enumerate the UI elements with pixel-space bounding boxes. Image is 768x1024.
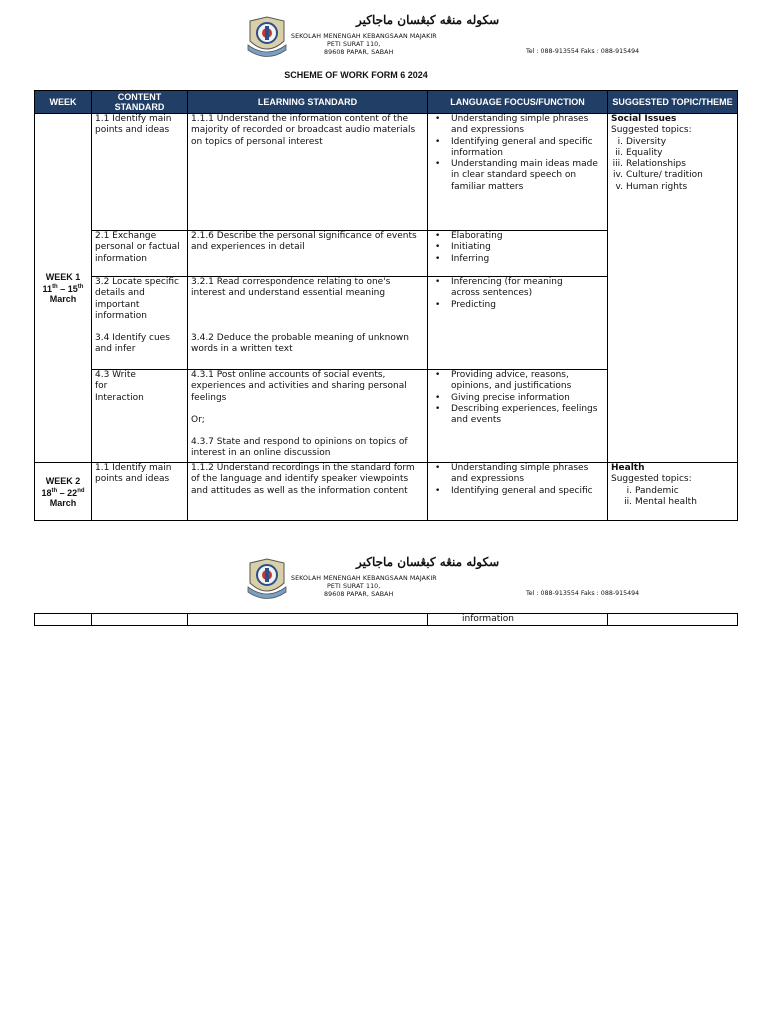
language-focus-cell [428, 231, 608, 277]
list-item: • Predicting [451, 300, 604, 311]
letterhead-page-2 [0, 555, 768, 605]
list-item: ii. Mental health [624, 496, 697, 507]
suggested-topic-cell [608, 463, 738, 521]
address-line-1: PETI SURAT 110, [327, 41, 381, 48]
learning-standard-cell [188, 370, 428, 463]
list-item: • Elaborating [451, 231, 604, 242]
learning-standard-cell: 1.1.2 Understand recordings in the standard form of the language and identify speaker viewpoints and attitudes as well as the information content [188, 463, 428, 521]
theme-subtitle: Suggested topics: [611, 125, 692, 136]
list-item: i. Diversity [617, 136, 667, 147]
table-row [35, 463, 738, 521]
learning-standard-or: Or; [191, 414, 205, 425]
topic-list [611, 137, 734, 193]
content-standard-cell: 4.3 Write for Interaction [92, 370, 188, 463]
content-standard-text: 3.4 Identify cues and infer [95, 333, 170, 355]
header-suggested-topic: SUGGESTED TOPIC/THEME [608, 91, 738, 114]
week-month: March [49, 497, 77, 508]
learning-standard-text: 4.3.7 State and respond to opinions on topics of interest in an online discussion [191, 437, 408, 459]
theme-title: Health [611, 463, 645, 473]
document-title: SCHEME OF WORK FORM 6 2024 [284, 70, 428, 80]
week-month: March [49, 294, 77, 304]
week-cell [35, 463, 92, 521]
header-language-focus: LANGUAGE FOCUS/FUNCTION [428, 91, 608, 114]
school-name: SEKOLAH MENENGAH KEBANGSAAN MAJAKIR [291, 33, 437, 40]
learning-standard-cell: 1.1.1 Understand the information content of the majority of recorded or broadcast audio materials on topics of personal interest [188, 114, 428, 231]
address-line-1: PETI SURAT 110, [327, 583, 381, 590]
learning-standard-text: 3.4.2 Deduce the probable meaning of unknown words in a written text [191, 332, 409, 354]
learning-standard-text: 4.3.1 Post online accounts of social events, experiences and activities and sharing personal feelings [191, 370, 407, 403]
scheme-of-work-table [34, 90, 738, 521]
suggested-topic-cell [608, 114, 738, 463]
tel-fax: Tel : 088-913554 Faks : 088-915494 [526, 48, 640, 55]
week-label: WEEK 1 [45, 272, 81, 282]
language-focus-cell [428, 277, 608, 370]
table-row [35, 114, 738, 231]
header-content-standard: CONTENT STANDARD [92, 91, 188, 114]
learning-standard-cell: 2.1.6 Describe the personal significance of events and experiences in detail [188, 231, 428, 277]
header-learning-standard: LEARNING STANDARD [188, 91, 428, 114]
continuation-table [34, 613, 738, 626]
address-line-2: 89608 PAPAR, SABAH [324, 49, 394, 56]
theme-subtitle: Suggested topics: [611, 474, 692, 485]
content-standard-cell: 1.1 Identify main points and ideas [92, 114, 188, 231]
language-focus-cell: information [428, 614, 608, 626]
list-item: • Identifying general and specific [451, 486, 604, 497]
table-header-row [35, 91, 738, 114]
week-dates: 11th – 15th [42, 284, 84, 294]
tel-fax: Tel : 088-913554 Faks : 088-915494 [526, 590, 640, 597]
list-item: • Describing experiences, feelings and events [451, 404, 604, 427]
school-name-jawi: سکوله منڠه کبڠسان ماجاکير [356, 555, 500, 569]
week-label: WEEK 2 [45, 475, 81, 486]
list-item: • Inferencing (for meaning across sentences) [451, 277, 604, 300]
content-standard-text: 3.2 Locate specific details and important information [95, 277, 179, 321]
table-row [35, 614, 738, 626]
list-item: i. Pandemic [626, 485, 679, 496]
list-item: iii. Relationships [612, 159, 686, 170]
learning-standard-cell [188, 277, 428, 370]
list-item: • Inferring [451, 254, 604, 265]
content-standard-cell: 2.1 Exchange personal or factual information [92, 231, 188, 277]
week-cell [35, 114, 92, 463]
week-dates: 18th – 22nd [41, 487, 85, 498]
list-item: • Initiating [451, 242, 604, 253]
school-crest-logo [246, 557, 288, 601]
letterhead [0, 13, 768, 63]
learning-standard-text: 3.2.1 Read correspondence relating to one's interest and understand essential meaning [191, 277, 391, 299]
list-item: • Understanding simple phrases and expressions [451, 463, 604, 486]
language-focus-cell [428, 463, 608, 521]
school-name-jawi: سکوله منڠه کبڠسان ماجاکير [356, 13, 500, 27]
topic-list [611, 486, 734, 509]
content-standard-cell [92, 277, 188, 370]
content-standard-cell: 1.1 Identify main points and ideas [92, 463, 188, 521]
header-week: WEEK [35, 91, 92, 114]
school-crest-logo [246, 15, 288, 59]
theme-title: Social Issues [611, 114, 677, 124]
list-item: • Understanding main ideas made in clear standard speech on familiar matters [451, 159, 604, 193]
address-line-2: 89608 PAPAR, SABAH [324, 591, 394, 598]
language-focus-cell [428, 370, 608, 463]
list-item: ii. Equality [615, 147, 663, 158]
list-item: iv. Culture/ tradition [613, 170, 703, 181]
school-name: SEKOLAH MENENGAH KEBANGSAAN MAJAKIR [291, 575, 437, 582]
list-item: • Identifying general and specific information [451, 137, 604, 160]
list-item: • Giving precise information [451, 393, 604, 404]
list-item: • Understanding simple phrases and expressions [451, 114, 604, 137]
language-focus-cell [428, 114, 608, 231]
list-item: • Providing advice, reasons, opinions, and justifications [451, 370, 604, 393]
list-item: v. Human rights [615, 181, 688, 192]
